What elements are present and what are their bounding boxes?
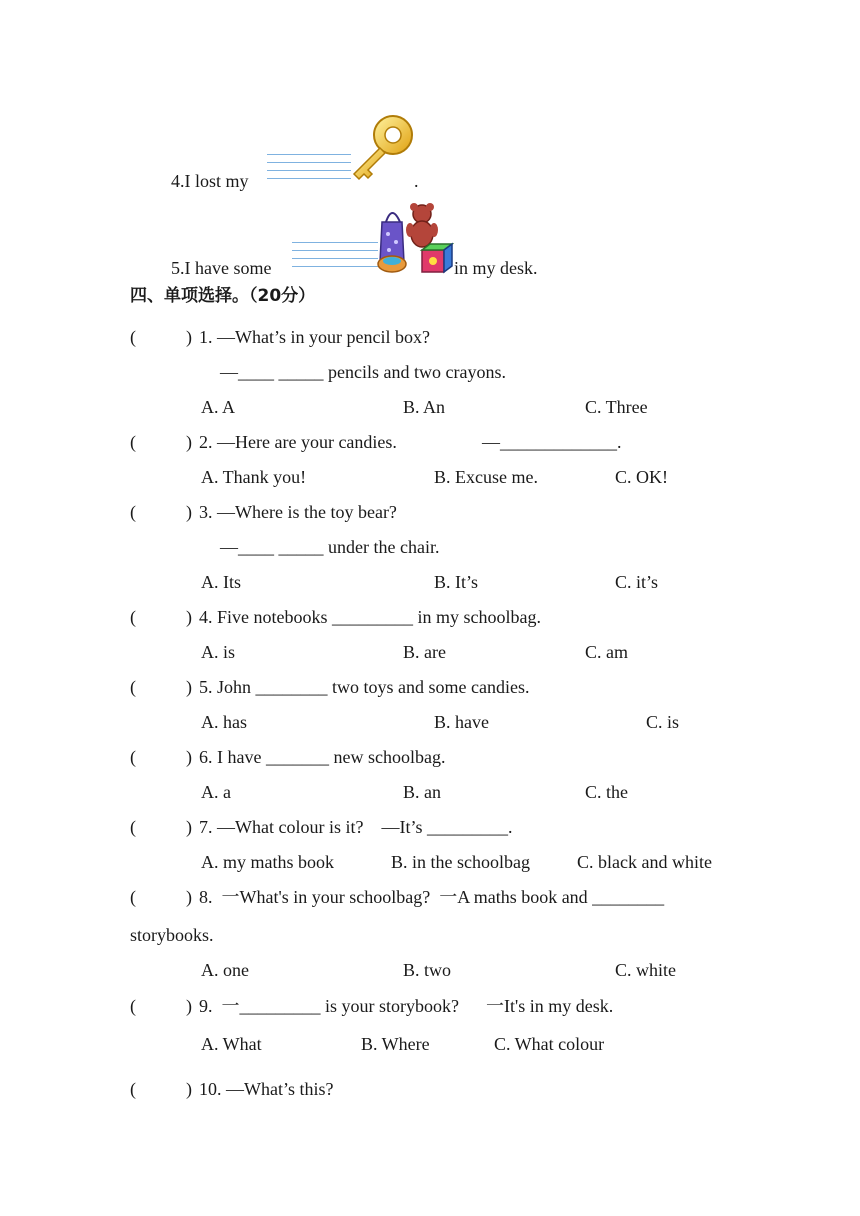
option-b: B. two [403, 960, 452, 980]
option-c: C. white [615, 960, 676, 980]
answer-paren-open: ( [130, 502, 136, 522]
answer-paren-close: ) [186, 677, 192, 697]
option-c: C. is [646, 712, 680, 732]
answer-paren-open: ( [130, 747, 136, 767]
answer-paren-open: ( [130, 1079, 136, 1099]
option-a: A. has [201, 712, 247, 732]
option-c: C. black and white [577, 852, 712, 872]
question-8-continued: storybooks. [130, 925, 214, 945]
option-a: A. is [201, 642, 236, 662]
answer-paren-open: ( [130, 607, 136, 627]
question-7: 7. —What colour is it? —It’s _________. [199, 817, 513, 837]
fill-in-4-text: 4.I lost my [171, 171, 249, 191]
option-c: C. it’s [615, 572, 659, 592]
answer-paren-open: ( [130, 887, 136, 907]
question-1: 1. —What’s in your pencil box? [199, 327, 430, 347]
question-8: 8. 一What's in your schoolbag? 一A maths book and ________ [199, 887, 665, 907]
option-b: B. Where [361, 1034, 430, 1054]
question-2-reply: —_____________. [482, 432, 622, 452]
writing-lines [267, 154, 351, 186]
answer-paren-close: ) [186, 1079, 192, 1099]
option-a: A. What [201, 1034, 262, 1054]
option-c: C. OK! [615, 467, 668, 487]
key-icon [346, 112, 416, 184]
option-a: A. my maths book [201, 852, 334, 872]
answer-paren-close: ) [186, 502, 192, 522]
answer-paren-open: ( [130, 432, 136, 452]
option-b: B. It’s [434, 572, 479, 592]
answer-paren-close: ) [186, 817, 192, 837]
option-c: C. the [585, 782, 628, 802]
option-c: C. Three [585, 397, 648, 417]
answer-paren-close: ) [186, 327, 192, 347]
answer-paren-open: ( [130, 677, 136, 697]
answer-paren-open: ( [130, 327, 136, 347]
fill-in-5-text: 5.I have some [171, 258, 272, 278]
question-10: 10. —What’s this? [199, 1079, 334, 1099]
answer-paren-open: ( [130, 817, 136, 837]
question-5: 5. John ________ two toys and some candies. [199, 677, 530, 697]
question-2: 2. —Here are your candies. [199, 432, 397, 452]
answer-paren-open: ( [130, 996, 136, 1016]
option-a: A. Thank you! [201, 467, 307, 487]
answer-paren-close: ) [186, 996, 192, 1016]
option-c: C. am [585, 642, 628, 662]
option-a: A. one [201, 960, 249, 980]
question-9: 9. 一_________ is your storybook? 一It's in my desk. [199, 996, 614, 1016]
option-b: B. have [434, 712, 489, 732]
question-4: 4. Five notebooks _________ in my schoolbag. [199, 607, 541, 627]
option-b: B. are [403, 642, 446, 662]
option-b: B. Excuse me. [434, 467, 538, 487]
toys-icon [376, 200, 454, 276]
option-c: C. What colour [494, 1034, 605, 1054]
fill-in-5-text-after: in my desk. [454, 258, 538, 278]
question-6: 6. I have _______ new schoolbag. [199, 747, 446, 767]
writing-lines [292, 242, 378, 274]
option-a: A. A [201, 397, 236, 417]
question-1-reply: —____ _____ pencils and two crayons. [220, 362, 506, 382]
option-b: B. in the schoolbag [391, 852, 530, 872]
answer-paren-close: ) [186, 747, 192, 767]
answer-paren-close: ) [186, 432, 192, 452]
option-a: A. Its [201, 572, 241, 592]
section-title: 四、单项选择。（20分） [130, 286, 316, 306]
fill-in-4-period: . [414, 171, 419, 191]
option-a: A. a [201, 782, 231, 802]
question-3: 3. —Where is the toy bear? [199, 502, 397, 522]
answer-paren-close: ) [186, 887, 192, 907]
answer-paren-close: ) [186, 607, 192, 627]
option-b: B. an [403, 782, 441, 802]
question-3-reply: —____ _____ under the chair. [220, 537, 440, 557]
option-b: B. An [403, 397, 446, 417]
